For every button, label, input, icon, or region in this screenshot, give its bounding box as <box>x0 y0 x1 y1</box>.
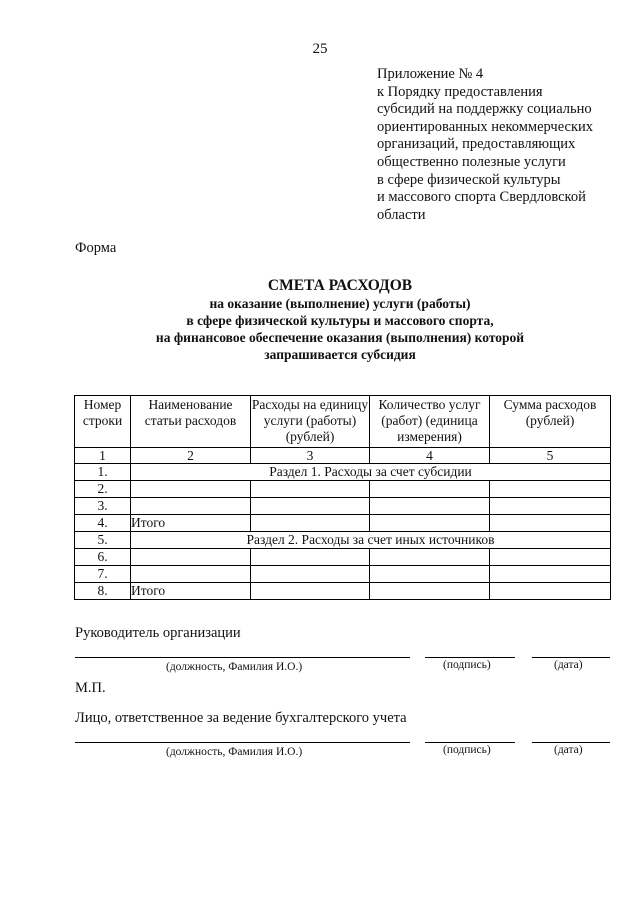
accountant-signature-line[interactable] <box>425 742 515 743</box>
section-heading: Раздел 1. Расходы за счет субсидии <box>131 464 611 481</box>
quantity-cell[interactable] <box>370 583 490 600</box>
signature-caption: (подпись) <box>443 744 491 756</box>
head-signature-line[interactable] <box>425 657 515 658</box>
table-row <box>75 549 611 566</box>
item-name-cell[interactable] <box>131 549 251 566</box>
table-row <box>75 515 611 532</box>
expense-table <box>74 395 611 600</box>
title-line: в сфере физической культуры и массового спорта, <box>186 313 494 328</box>
stamp-label: М.П. <box>75 680 106 696</box>
table-row <box>75 464 611 481</box>
column-number: 3 <box>251 448 370 464</box>
unit-cost-cell[interactable] <box>251 549 370 566</box>
date-caption: (дата) <box>554 744 583 756</box>
total-cell[interactable] <box>490 481 611 498</box>
position-caption: (должность, Фамилия И.О.) <box>166 746 303 758</box>
signature-caption: (подпись) <box>443 659 491 671</box>
appendix-line: общественно полезные услуги <box>377 153 566 170</box>
unit-cost-cell[interactable] <box>251 481 370 498</box>
title-main: СМЕТА РАСХОДОВ <box>267 277 413 294</box>
row-number: 6. <box>75 549 131 566</box>
header-cell-total: Сумма расходов (рублей) <box>490 396 611 448</box>
position-caption: (должность, Фамилия И.О.) <box>166 661 303 673</box>
header-cell-item-name: Наименование статьи расходов <box>131 396 251 448</box>
row-number: 8. <box>75 583 131 600</box>
head-position-line[interactable] <box>75 657 410 658</box>
appendix-line: Приложение № 4 <box>377 66 484 82</box>
appendix-line: субсидий на поддержку социально <box>377 101 592 118</box>
row-number: 5. <box>75 532 131 549</box>
title-line: запрашивается субсидия <box>264 347 416 362</box>
title-line: на финансовое обеспечение оказания (выполнения) которой <box>155 330 525 345</box>
document-title <box>60 276 620 363</box>
row-number: 2. <box>75 481 131 498</box>
appendix-line: и массового спорта Свердловской <box>377 189 586 206</box>
form-label: Форма <box>75 240 117 256</box>
quantity-cell[interactable] <box>370 566 490 583</box>
total-label-cell: Итого <box>131 515 251 532</box>
unit-cost-cell[interactable] <box>251 583 370 600</box>
row-number: 7. <box>75 566 131 583</box>
unit-cost-cell[interactable] <box>251 515 370 532</box>
appendix-line: в сфере физической культуры <box>377 171 561 188</box>
row-number: 1. <box>75 464 131 481</box>
table-row <box>75 481 611 498</box>
table-row <box>75 583 611 600</box>
accountant-position-line[interactable] <box>75 742 410 743</box>
accountant-label: Лицо, ответственное за ведение бухгалтерского учета <box>75 710 407 726</box>
appendix-line: организаций, предоставляющих <box>377 136 576 153</box>
total-cell[interactable] <box>490 549 611 566</box>
item-name-cell[interactable] <box>131 498 251 515</box>
title-line: на оказание (выполнение) услуги (работы) <box>209 296 471 311</box>
header-cell-unit-cost: Расходы на единицу услуги (работы) (рублей) <box>251 396 370 448</box>
unit-cost-cell[interactable] <box>251 566 370 583</box>
total-cell[interactable] <box>490 566 611 583</box>
column-number-row <box>75 448 611 464</box>
unit-cost-cell[interactable] <box>251 498 370 515</box>
quantity-cell[interactable] <box>370 498 490 515</box>
appendix-line: ориентированных некоммерческих <box>377 118 594 135</box>
table-row <box>75 498 611 515</box>
head-date-line[interactable] <box>532 657 610 658</box>
section-heading: Раздел 2. Расходы за счет иных источников <box>131 532 611 549</box>
total-label-cell: Итого <box>131 583 251 600</box>
total-cell[interactable] <box>490 498 611 515</box>
table-header-row <box>75 396 611 448</box>
item-name-cell[interactable] <box>131 481 251 498</box>
column-number: 1 <box>75 448 131 464</box>
table-row <box>75 566 611 583</box>
header-cell-quantity: Количество услуг (работ) (единица измерения) <box>370 396 490 448</box>
table-row <box>75 532 611 549</box>
quantity-cell[interactable] <box>370 515 490 532</box>
column-number: 2 <box>131 448 251 464</box>
date-caption: (дата) <box>554 659 583 671</box>
head-label: Руководитель организации <box>75 625 241 641</box>
header-cell-row-number: Номер строки <box>75 396 131 448</box>
page-number: 25 <box>312 41 328 57</box>
quantity-cell[interactable] <box>370 549 490 566</box>
column-number: 4 <box>370 448 490 464</box>
row-number: 4. <box>75 515 131 532</box>
total-cell[interactable] <box>490 583 611 600</box>
row-number: 3. <box>75 498 131 515</box>
item-name-cell[interactable] <box>131 566 251 583</box>
accountant-date-line[interactable] <box>532 742 610 743</box>
appendix-line: к Порядку предоставления <box>377 83 543 100</box>
appendix-line: области <box>377 206 426 223</box>
quantity-cell[interactable] <box>370 481 490 498</box>
appendix-note <box>377 66 593 224</box>
column-number: 5 <box>490 448 611 464</box>
total-cell[interactable] <box>490 515 611 532</box>
